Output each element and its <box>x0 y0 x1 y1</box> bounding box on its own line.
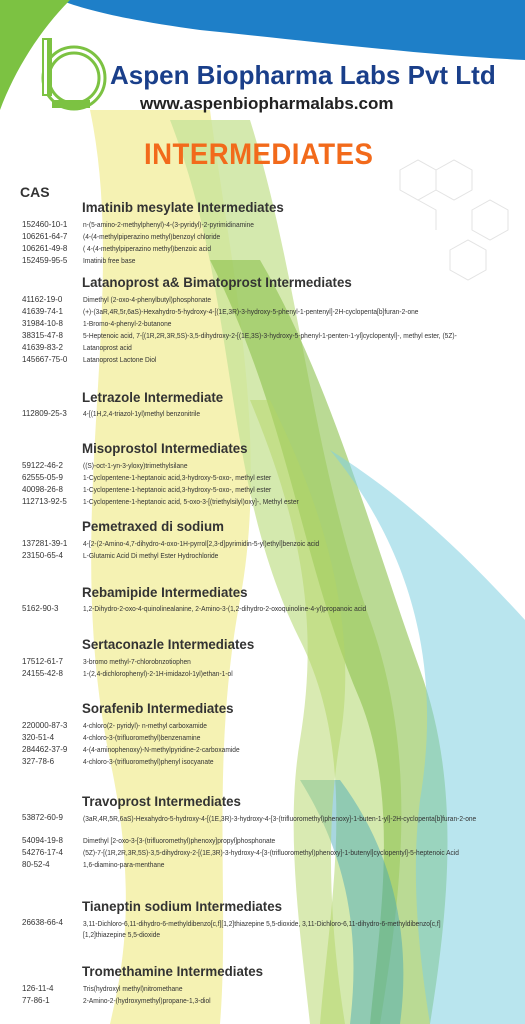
compound-name: (3aR,4R,5R,6aS)-Hexahydro-5-hydroxy-4-[(1E,3R)-3-hydroxy-4-[3-(trifluoromethyl)phenoxy]-1-buten-1-yl]-2H-cyclopenta[b]furan-2-one <box>83 814 477 823</box>
cas-number: 320-51-4 <box>22 733 55 742</box>
list-item <box>0 604 525 615</box>
section-title: Sertaconazle Intermediates <box>82 636 255 652</box>
list-item <box>0 669 525 680</box>
list-item <box>0 539 525 550</box>
compound-name: ( 4-(4-methylpiperazino methyl)benzoic acid <box>83 244 212 253</box>
cas-number: 77-86-1 <box>22 996 50 1005</box>
cas-number: 80-52-4 <box>22 860 50 869</box>
cas-number: 54276-17-4 <box>22 848 63 857</box>
list-item <box>0 918 525 940</box>
compound-name: 4-(4-aminophenoxy)-N-methylpyridine-2-carboxamide <box>83 745 240 754</box>
compound-name: 1,2-Dihydro-2-oxo-4-quinolinealanine, 2-Amino-3-(1,2-dihydro-2-oxoquinoline-4-yl)propanoic acid <box>83 604 367 613</box>
compound-name: 1-Bromo-4-phenyl-2-butanone <box>83 319 172 328</box>
compound-name: (4-(4-methylpiperazino methyl)benzoyl chloride <box>83 232 221 241</box>
section-title: Pemetraxed di sodium <box>82 518 224 534</box>
compound-name: Imatinib free base <box>83 256 136 265</box>
list-item <box>0 836 525 847</box>
list-item <box>0 860 525 871</box>
compound-name: L-Glutamic Acid Di methyl Ester Hydrochloride <box>83 551 219 560</box>
compound-name: 1-Cyclopentene-1-heptanoic acid, 5-oxo-3-[(triethylsilyl)oxy]-, Methyl ester <box>83 497 299 506</box>
compound-name: 1,6-diamino-para-menthane <box>83 860 165 869</box>
company-logo-icon <box>30 34 108 114</box>
list-item <box>0 757 525 768</box>
cas-number: 145667-75-0 <box>22 355 68 364</box>
cas-number: 152459-95-5 <box>22 256 68 265</box>
compound-name: 1-(2,4-dichlorophenyl)-2-1H-imidazol-1yl)ethan-1-ol <box>83 669 233 678</box>
list-item <box>0 319 525 330</box>
compound-name: 4-[(1H,2,4-triazol-1yl)methyl benzonitrile <box>83 409 201 418</box>
list-item <box>0 813 525 835</box>
list-item <box>0 343 525 354</box>
list-item <box>0 307 525 318</box>
cas-number: 53872-60-9 <box>22 813 63 822</box>
website-link[interactable]: www.aspenbiopharmalabs.com <box>140 94 394 113</box>
section-title: Latanoprost a& Bimatoprost Intermediates <box>82 274 352 290</box>
list-item <box>0 497 525 508</box>
compound-name: Tris(hydroxyl methyl)nitromethane <box>83 984 183 993</box>
compound-name: Dimethyl (2-oxo-4-phenylbutyl)phosphonate <box>83 295 212 304</box>
list-item <box>0 721 525 732</box>
cas-number: 284462-37-9 <box>22 745 68 754</box>
compound-name: 3-bromo methyl-7-chlorobnzotiophen <box>83 657 191 666</box>
section-title: Misoprostol Intermediates <box>82 440 248 456</box>
cas-number: 41639-74-1 <box>22 307 63 316</box>
compound-name: Dimethyl [2-oxo-3-[3-(trifluoromethyl)phenoxy]propyl]phosphonate <box>83 836 276 845</box>
list-item <box>0 295 525 306</box>
cas-number: 31984-10-8 <box>22 319 63 328</box>
list-item <box>0 657 525 668</box>
compound-name: 4-chloro(2- pyridyl)- n-methyl carboxamide <box>83 721 207 730</box>
cas-number: 41162-19-0 <box>22 295 63 304</box>
compound-name: Latanoprost acid <box>83 343 132 352</box>
list-item <box>0 848 525 859</box>
list-item <box>0 220 525 231</box>
cas-number: 152460-10-1 <box>22 220 68 229</box>
list-item <box>0 331 525 342</box>
cas-number: 62555-05-9 <box>22 473 63 482</box>
compound-name: 1-Cyclopentene-1-heptanoic acid,3-hydroxy-5-oxo-, methyl ester <box>83 485 272 494</box>
list-item <box>0 551 525 562</box>
compound-name: 3,11-Dichloro-6,11-dihydro-6-methyldibenzo[c,f][1,2]thiazepine 5,5-dioxide, 3,11-Dichloro-6,11-dihydro-6-methyldibenzo[c,f][1,2]thiazepine 5,5-dioxide <box>83 919 441 939</box>
compound-name: 4-[2-(2-Amino-4,7-dihydro-4-oxo-1H-pyrrol[2,3-d]pyrimidin-5-yl)ethyl]benzoic acid <box>83 539 320 548</box>
list-item <box>0 409 525 420</box>
section-title: Imatinib mesylate Intermediates <box>82 199 284 215</box>
cas-number: 106261-64-7 <box>22 232 68 241</box>
cas-number: 5162-90-3 <box>22 604 59 613</box>
cas-number: 220000-87-3 <box>22 721 68 730</box>
section-title: Rebamipide Intermediates <box>82 584 248 600</box>
compound-name: 4-chloro-3-(trifluoromethyl)phenyl isocyanate <box>83 757 214 766</box>
list-item <box>0 984 525 995</box>
compound-name: Latanoprost Lactone Diol <box>83 355 157 364</box>
section-title: Tromethamine Intermediates <box>82 963 264 979</box>
list-item <box>0 745 525 756</box>
cas-number: 137281-39-1 <box>22 539 68 548</box>
cas-number: 41639-83-2 <box>22 343 63 352</box>
cas-number: 59122-46-2 <box>22 461 63 470</box>
section-title: Travoprost Intermediates <box>82 793 241 809</box>
list-item <box>0 232 525 243</box>
compound-name: n-(5-amino-2-methylphenyl)-4-(3-pyridyl)-2-pyrimidinamine <box>83 220 254 229</box>
cas-number: 112713-92-5 <box>22 497 67 506</box>
page-title: INTERMEDIATES <box>144 138 374 171</box>
cas-number: 327-78-6 <box>22 757 55 766</box>
compound-name: 4-chloro-3-(trifluoromethyl)benzenamine <box>83 733 201 742</box>
cas-number: 38315-47-8 <box>22 331 63 340</box>
cas-number: 112809-25-3 <box>22 409 67 418</box>
cas-number: 17512-61-7 <box>22 657 63 666</box>
cas-number: 126-11-4 <box>22 984 54 993</box>
cas-number: 26638-66-4 <box>22 918 63 927</box>
section-title: Tianeptin sodium Intermediates <box>82 898 283 914</box>
section-title: Letrazole Intermediate <box>82 389 224 405</box>
cas-number: 54094-19-8 <box>22 836 63 845</box>
cas-number: 23150-65-4 <box>22 551 63 560</box>
compound-name: 1-Cyclopentene-1-heptanoic acid,3-hydroxy-5-oxo-, methyl ester <box>83 473 272 482</box>
list-item <box>0 473 525 484</box>
compound-name: (+)-(3aR,4R,5r,6aS)-Hexahydro-5-hydroxy-4-[(1E,3R)-3-hydroxy-5-phenyl-1-pentenyl]-2H-cyclopenta[b]furan-2-one <box>83 307 419 316</box>
compound-name: 5-Heptenoic acid, 7-[(1R,2R,3R,5S)-3,5-dihydroxy-2-[(1E,3S)-3-hydroxy-5-phenyl-1-penten-1-yl]cyclopentyl]-, methyl ester, (5Z)- <box>83 331 457 340</box>
list-item <box>0 355 525 366</box>
compound-name: ((S)-oct-1-yn-3-yloxy)trimethylsilane <box>83 461 188 470</box>
list-item <box>0 485 525 496</box>
cas-number: 24155-42-8 <box>22 669 63 678</box>
list-item <box>0 244 525 255</box>
cas-column-heading: CAS <box>20 184 50 200</box>
list-item <box>0 733 525 744</box>
compound-name: 2-Amino-2-(hydroxymethyl)propane-1,3-diol <box>83 996 211 1005</box>
cas-number: 106261-49-8 <box>22 244 68 253</box>
cas-number: 40098-26-8 <box>22 485 63 494</box>
compound-name: (5Z)-7-[(1R,2R,3R,5S)-3,5-dihydroxy-2-[(1E,3R)-3-hydroxy-4-[3-(trifluoromethyl)phenoxy]-1-butenyl]cyclopentyl]-5-heptenoic Acid <box>83 848 459 857</box>
section-title: Sorafenib Intermediates <box>82 700 234 716</box>
company-name: Aspen Biopharma Labs Pvt Ltd <box>110 60 496 90</box>
list-item <box>0 256 525 267</box>
list-item <box>0 461 525 472</box>
list-item <box>0 996 525 1007</box>
